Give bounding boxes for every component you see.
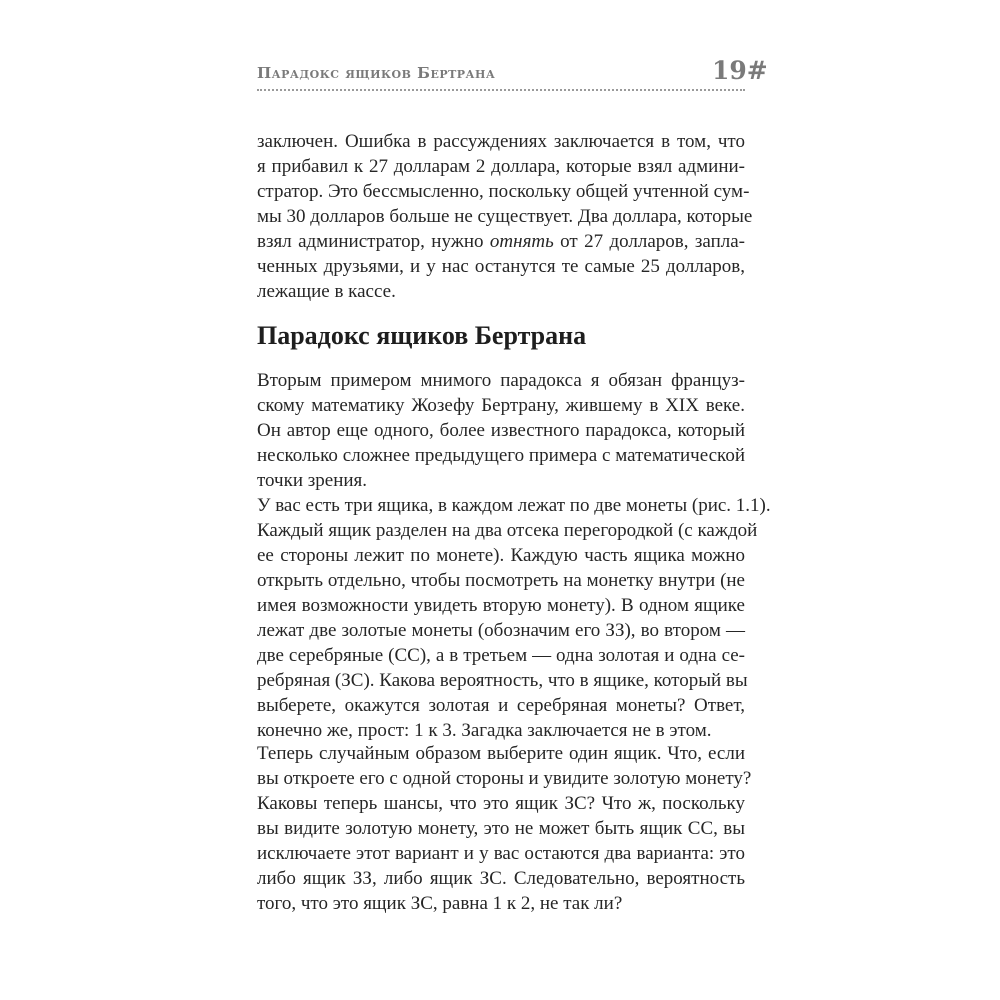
text-line: открыть отдельно, чтобы посмотреть на монетку внутри (не bbox=[257, 570, 745, 591]
text-line: Каковы теперь шансы, что это ящик ЗС? Что ж, поскольку bbox=[257, 793, 745, 814]
text-line: ченных друзьями, и у нас останутся те самые 25 долларов, bbox=[257, 256, 745, 277]
text-line: Вторым примером мнимого парадокса я обязан француз- bbox=[257, 370, 745, 391]
text-line: несколько сложнее предыдущего примера с математической bbox=[257, 445, 745, 466]
text-line: лежащие в кассе. bbox=[257, 281, 396, 302]
text-line: Теперь случайным образом выберите один ящик. Что, если bbox=[257, 743, 745, 764]
text-line: я прибавил к 27 долларам 2 доллара, которые взял админи- bbox=[257, 156, 745, 177]
text-line: выберете, окажутся золотая и серебряная монеты? Ответ, bbox=[257, 695, 745, 716]
text-segment: от 27 долларов, запла- bbox=[553, 231, 746, 252]
text-line: ребряная (ЗС). Какова вероятность, что в ящике, который вы bbox=[257, 670, 748, 691]
text-line: вы видите золотую монету, это не может быть ящик СС, вы bbox=[257, 818, 745, 839]
text-line: исключаете этот вариант и у вас остаются два варианта: это bbox=[257, 843, 745, 864]
text-line: мы 30 долларов больше не существует. Два доллара, которые bbox=[257, 206, 753, 227]
text-line: Каждый ящик разделен на два отсека перегородкой (с каждой bbox=[257, 520, 758, 541]
text-line: Он автор еще одного, более известного парадокса, который bbox=[257, 420, 745, 441]
running-header-title: Парадокс ящиков Бертрана bbox=[257, 64, 496, 82]
text-line: вы откроете его с одной стороны и увидите золотую монету? bbox=[257, 768, 752, 789]
text-line: точки зрения. bbox=[257, 470, 368, 491]
text-line: имея возможности увидеть вторую монету). В одном ящике bbox=[257, 595, 745, 616]
section-heading: Парадокс ящиков Бертрана bbox=[257, 321, 587, 350]
text-line: того, что это ящик ЗС, равна 1 к 2, не так ли? bbox=[257, 893, 623, 914]
text-line: две серебряные (СС), а в третьем — одна золотая и одна се- bbox=[257, 645, 745, 666]
text-line: стратор. Это бессмысленно, поскольку общей учтенной сум- bbox=[257, 181, 750, 202]
text-line: заключен. Ошибка в рассуждениях заключается в том, что bbox=[257, 131, 745, 152]
text-segment: взял администратор, нужно bbox=[257, 231, 490, 252]
text-line bbox=[257, 229, 745, 254]
text-line: ее стороны лежит по монете). Каждую часть ящика можно bbox=[257, 545, 745, 566]
text-line: либо ящик ЗЗ, либо ящик ЗС. Следовательно, вероятность bbox=[257, 868, 745, 889]
text-line: скому математику Жозефу Бертрану, жившему в XIX веке. bbox=[257, 395, 745, 416]
page-number: 19# bbox=[712, 56, 768, 85]
text-line: У вас есть три ящика, в каждом лежат по две монеты (рис. 1.1). bbox=[257, 495, 771, 516]
emphasis-text: отнять bbox=[489, 231, 554, 252]
text-line: лежат две золотые монеты (обозначим его ЗЗ), во втором — bbox=[257, 620, 745, 641]
header-dotted-rule bbox=[257, 89, 745, 91]
text-line: конечно же, прост: 1 к 3. Загадка заключается не в этом. bbox=[257, 720, 712, 741]
